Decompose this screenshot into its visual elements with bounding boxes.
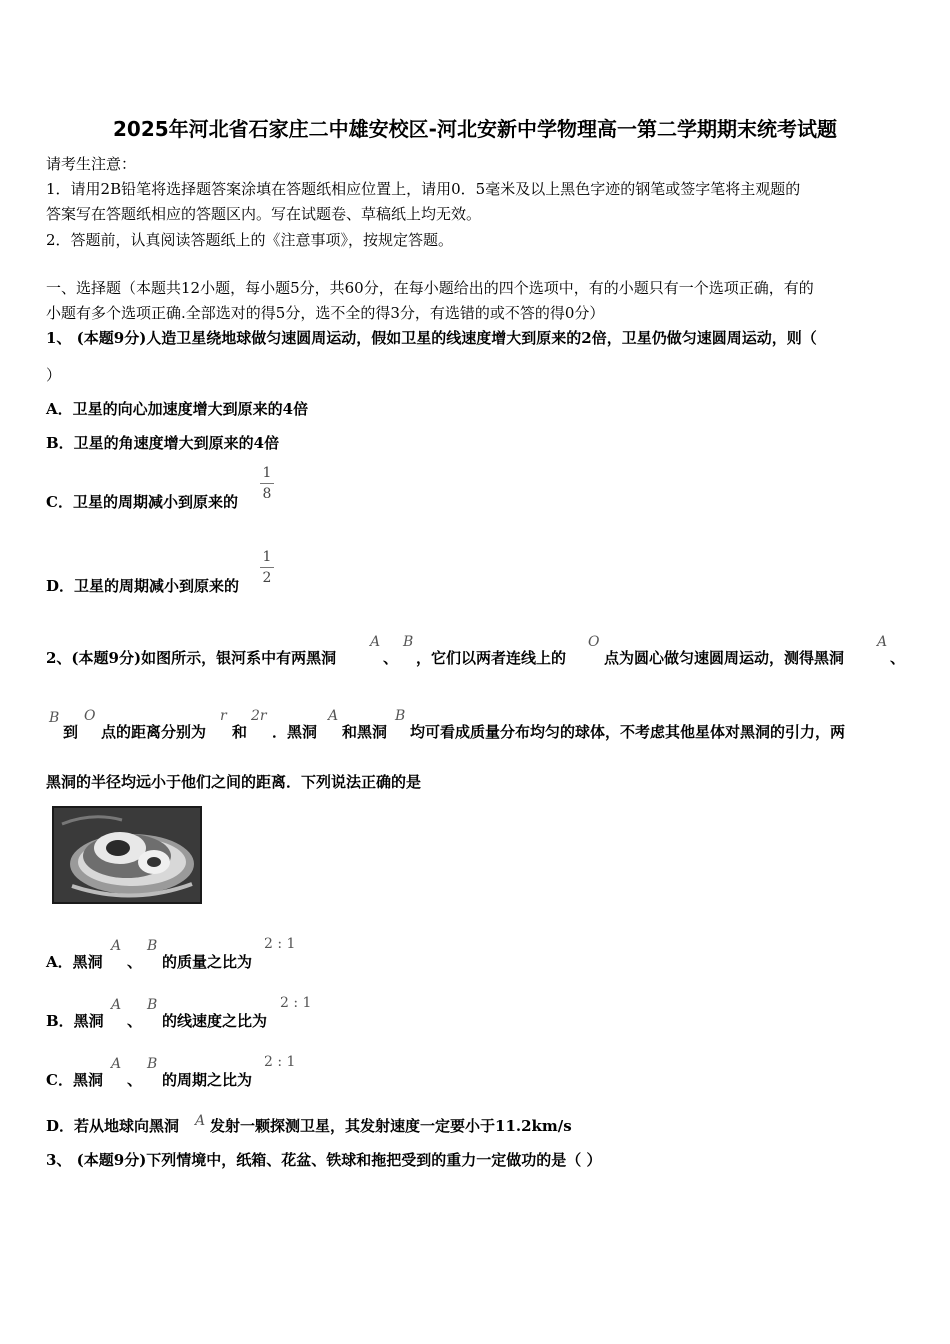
symbol-a: A — [111, 997, 122, 1013]
symbol-b: B — [49, 710, 60, 726]
fraction-numerator: 1 — [262, 465, 272, 481]
q3-stem: 3、 (本题9分)下列情境中，纸箱、花盆、铁球和拖把受到的重力一定做功的是（ ） — [46, 1151, 602, 1169]
page-title: 2025年河北省石家庄二中雄安校区-河北安新中学物理高一第二学期期末统考试题 — [113, 117, 837, 141]
fraction-denominator: 2 — [262, 570, 272, 586]
q2-option-b-text: 的线速度之比为 — [162, 1012, 268, 1030]
q2-option-a-text: 的质量之比为 — [162, 953, 253, 971]
q1-option-c-fraction — [260, 465, 274, 502]
symbol-b: B — [395, 708, 406, 724]
symbol-b: B — [147, 1056, 158, 1072]
notice-item-1-cont: 答案写在答题纸相应的答题区内。写在试题卷、草稿纸上均无效。 — [46, 205, 482, 223]
q1-option-d-fraction — [260, 549, 274, 586]
q2-stem-2f: 均可看成质量分布均匀的球体，不考虑其他星体对黑洞的引力，两 — [410, 723, 846, 741]
q1-option-d: D．卫星的周期减小到原来的 — [46, 577, 240, 595]
fraction-denominator: 8 — [262, 486, 272, 502]
q2-stem-1d: 点为圆心做匀速圆周运动，测得黑洞 — [604, 649, 845, 667]
symbol-b: B — [147, 997, 158, 1013]
q2-option-c: C．黑洞 — [46, 1071, 103, 1089]
q1-option-b: B．卫星的角速度增大到原来的4倍 — [46, 434, 280, 452]
section-1-intro-cont: 小题有多个选项正确.全部选对的得5分，选不全的得3分，有选错的或不答的得0分） — [46, 304, 605, 322]
fraction-numerator: 1 — [262, 549, 272, 565]
q2-stem-2a: 到 — [63, 723, 79, 741]
symbol-b: B — [147, 938, 158, 954]
q2-option-d-text: 发射一颗探测卫星，其发射速度一定要小于11.2km/s — [210, 1117, 572, 1135]
ratio-value: 2 : 1 — [264, 1054, 296, 1070]
q2-stem-3: 黑洞的半径均远小于他们之间的距离．下列说法正确的是 — [46, 773, 422, 791]
fraction-bar — [260, 567, 274, 568]
black-hole-figure — [52, 806, 202, 904]
q2-stem-2c: 和 — [232, 723, 248, 741]
q2-stem-1e: 、 — [890, 649, 906, 667]
fraction-bar — [260, 483, 274, 484]
symbol-b: B — [403, 634, 414, 650]
q1-stem-cont: ） — [46, 366, 62, 384]
q1-stem: 1、 (本题9分)人造卫星绕地球做匀速圆周运动，假如卫星的线速度增大到原来的2倍，卫星仍做匀速圆周运动，则（ — [46, 329, 817, 347]
notice-item-2: 2．答题前，认真阅读答题纸上的《注意事项》，按规定答题。 — [46, 231, 454, 249]
q2-option-b: B．黑洞 — [46, 1012, 104, 1030]
q2-stem-1c: ，它们以两者连线上的 — [416, 649, 567, 667]
symbol-a: A — [111, 1056, 122, 1072]
q2-option-a-sep: 、 — [127, 953, 143, 971]
q2-stem-2b: 点的距离分别为 — [101, 723, 207, 741]
symbol-a: A — [328, 708, 339, 724]
section-1-intro: 一、选择题（本题共12小题，每小题5分，共60分，在每小题给出的四个选项中，有的小题只有一个选项正确，有的 — [46, 279, 814, 297]
symbol-o: O — [84, 708, 96, 724]
q2-option-c-sep: 、 — [127, 1071, 143, 1089]
q2-stem-2d: ．黑洞 — [272, 723, 318, 741]
ratio-value: 2 : 1 — [280, 995, 312, 1011]
symbol-o: O — [588, 634, 600, 650]
q2-option-d: D．若从地球向黑洞 — [46, 1117, 180, 1135]
symbol-a: A — [195, 1113, 206, 1129]
q2-stem-1b: 、 — [383, 649, 399, 667]
symbol-2r: 2r — [251, 708, 267, 724]
q2-stem-2e: 和黑洞 — [342, 723, 388, 741]
q2-option-c-text: 的周期之比为 — [162, 1071, 253, 1089]
symbol-a: A — [877, 634, 888, 650]
q1-option-a: A．卫星的向心加速度增大到原来的4倍 — [46, 400, 309, 418]
q2-option-b-sep: 、 — [127, 1012, 143, 1030]
q2-option-a: A．黑洞 — [46, 953, 103, 971]
notice-heading: 请考生注意： — [46, 155, 137, 173]
q2-stem-1a: 2、(本题9分)如图所示，银河系中有两黑洞 — [46, 649, 337, 667]
ratio-value: 2 : 1 — [264, 936, 296, 952]
notice-item-1: 1．请用2B铅笔将选择题答案涂填在答题纸相应位置上，请用0．5毫米及以上黑色字迹的钢笔或签字笔将主观题的 — [46, 180, 801, 198]
symbol-a: A — [111, 938, 122, 954]
symbol-r: r — [220, 708, 227, 724]
symbol-a: A — [370, 634, 381, 650]
q1-option-c: C．卫星的周期减小到原来的 — [46, 493, 238, 511]
